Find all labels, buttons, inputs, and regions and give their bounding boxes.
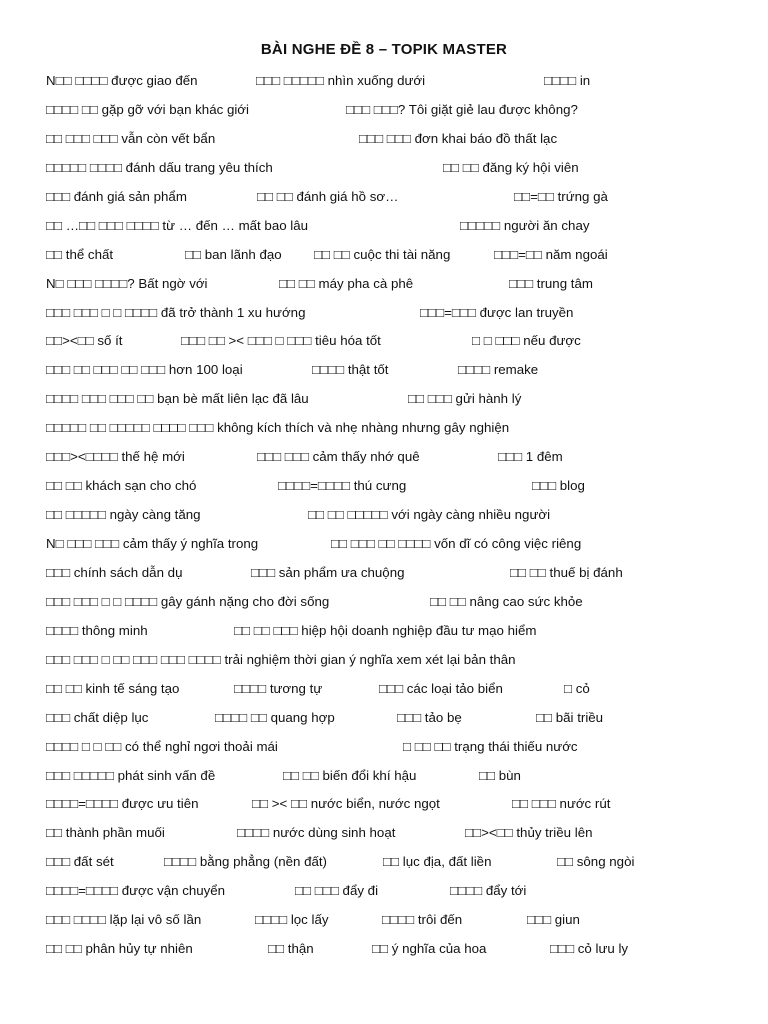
vocab-row bbox=[46, 70, 746, 99]
vocab-entry: □□ >< □□ nước biển, nước ngọt bbox=[252, 796, 440, 812]
vocab-entry: □□ □□□ □□□ vẫn còn vết bẩn bbox=[46, 130, 216, 146]
vocab-entry: □□ thể chất bbox=[46, 246, 114, 262]
vocab-row bbox=[46, 157, 746, 186]
vocab-entry: □□ □□ cuộc thi tài năng bbox=[314, 246, 451, 262]
vocab-entry: □□□□=□□□□ thú cưng bbox=[278, 478, 407, 494]
vocab-row bbox=[46, 359, 746, 388]
vocab-entry: □□□ giun bbox=[527, 912, 580, 928]
vocab-entry: □□□=□□□ được lan truyền bbox=[420, 304, 574, 320]
vocab-entry: □□□ blog bbox=[532, 478, 585, 494]
vocab-entry: □□□ trung tâm bbox=[509, 275, 593, 291]
vocab-entry: □□><□□ thủy triều lên bbox=[465, 825, 593, 841]
vocab-entry: □□□ các loại tảo biển bbox=[379, 680, 503, 696]
vocab-row bbox=[46, 938, 746, 967]
vocab-row bbox=[46, 446, 746, 475]
vocab-row bbox=[46, 533, 746, 562]
vocab-row bbox=[46, 793, 746, 822]
vocab-entry: □□□ □□ □□□ □□ □□□ hơn 100 loại bbox=[46, 362, 243, 378]
vocab-entry: □□□><□□□□ thế hệ mới bbox=[46, 449, 185, 465]
vocab-entry: □□ lục địa, đất liền bbox=[383, 854, 492, 870]
vocab-entry: □□ □□ phân hủy tự nhiên bbox=[46, 941, 193, 957]
vocab-entry: □□ sông ngòi bbox=[557, 854, 635, 870]
vocab-entry: □□□ sản phẩm ưa chuộng bbox=[251, 564, 405, 580]
vocab-entry: □□□ chất diệp lục bbox=[46, 709, 149, 725]
vocab-row bbox=[46, 591, 746, 620]
vocab-entry: □□ ý nghĩa của hoa bbox=[372, 941, 487, 957]
vocab-entry: □□□□□ □□ □□□□□ □□□□ □□□ không kích thích và nhẹ nhàng nhưng gây nghiện bbox=[46, 420, 510, 436]
vocab-entry: N□ □□□ □□□□? Bất ngờ với bbox=[46, 275, 208, 291]
vocab-entry: □□□ □□□□□ nhìn xuống dưới bbox=[256, 73, 426, 88]
vocab-entry: □□ □□ □□□ hiệp hội doanh nghiệp đầu tư mạo hiểm bbox=[234, 622, 537, 638]
vocab-entry: □□ □□□ nước rút bbox=[512, 796, 611, 812]
vocab-entry: □□ □□ biến đổi khí hậu bbox=[283, 767, 417, 783]
vocab-row bbox=[46, 880, 746, 909]
vocab-entry: □□ ban lãnh đạo bbox=[185, 246, 282, 262]
vocab-entry: □□□□ đẩy tới bbox=[450, 883, 527, 899]
vocab-entry: □□□ 1 đêm bbox=[498, 449, 563, 465]
vocab-row bbox=[46, 330, 746, 359]
vocab-entry: □□ □□ máy pha cà phê bbox=[279, 275, 414, 291]
vocab-entry: □□ □□□ đẩy đi bbox=[295, 883, 379, 899]
vocab-row bbox=[46, 475, 746, 504]
vocab-entry: □□ □□□□□ ngày càng tăng bbox=[46, 507, 201, 523]
vocab-entry: □□□□ □□ gặp gỡ với bạn khác giới bbox=[46, 101, 249, 117]
vocab-entry: □□□ □□□□ lặp lại vô số lần bbox=[46, 912, 202, 928]
vocab-row bbox=[46, 909, 746, 938]
vocab-entry: □□ bùn bbox=[479, 767, 521, 783]
vocab-row bbox=[46, 504, 746, 533]
vocab-entry: □□□□ nước dùng sinh hoạt bbox=[237, 825, 396, 841]
vocab-entry: □□□□ □ □ □□ có thể nghỉ ngơi thoải mái bbox=[46, 738, 278, 754]
vocab-row bbox=[46, 273, 746, 302]
vocab-entry: □□□□ in bbox=[544, 73, 591, 88]
vocab-row bbox=[46, 765, 746, 794]
vocab-entry: □□□□ tương tự bbox=[234, 680, 323, 696]
vocab-entry: □ □□ □□ trạng thái thiếu nước bbox=[403, 738, 578, 754]
vocab-entry: □□ □□□ gửi hành lý bbox=[408, 391, 522, 407]
vocab-entry: □□□ □□□ □ □ □□□□ gây gánh nặng cho đời sống bbox=[46, 593, 330, 609]
vocab-entry: N□ □□□ □□□ cảm thấy ý nghĩa trong bbox=[46, 536, 259, 551]
vocab-entry: □□□ cỏ lưu ly bbox=[550, 941, 629, 957]
vocab-entry: □□ thận bbox=[268, 941, 314, 957]
document-title: BÀI NGHE ĐỀ 8 – TOPIK MASTER bbox=[260, 41, 508, 58]
vocab-entry: □ cỏ bbox=[564, 680, 590, 696]
vocab-row bbox=[46, 186, 746, 215]
vocab-entry: □□□ □□□ □ □ □□□□ đã trở thành 1 xu hướng bbox=[46, 304, 306, 320]
vocab-entry: □□ …□□ □□□ □□□□ từ … đến … mất bao lâu bbox=[46, 217, 309, 233]
vocab-entry: □□□□=□□□□ được vận chuyển bbox=[46, 883, 226, 899]
vocab-entry: □□□ □□□ □ □□ □□□ □□□ □□□□ trải nghiệm thời gian ý nghĩa xem xét lại bản thân bbox=[46, 651, 516, 667]
vocab-row bbox=[46, 678, 746, 707]
vocab-entry: □□=□□ trứng gà bbox=[514, 188, 608, 204]
vocab-entry: □□□□ trôi đến bbox=[382, 912, 463, 928]
vocab-entry: □□ bãi triều bbox=[536, 709, 604, 725]
vocab-entry: □□ □□ đăng ký hội viên bbox=[443, 159, 579, 175]
vocab-entry: □□□=□□ năm ngoái bbox=[494, 246, 608, 262]
vocab-entry: □□□□ thông minh bbox=[46, 622, 148, 638]
vocab-entry: □□ □□ khách sạn cho chó bbox=[46, 478, 197, 494]
vocab-entry: □□□ □□□ đơn khai báo đồ thất lạc bbox=[359, 130, 558, 146]
vocab-entry: □□□□=□□□□ được ưu tiên bbox=[46, 796, 199, 812]
vocab-row bbox=[46, 620, 746, 649]
vocab-row bbox=[46, 649, 746, 678]
vocabulary-list bbox=[46, 70, 746, 967]
vocab-row bbox=[46, 388, 746, 417]
vocab-entry: □□□□ lọc lấy bbox=[255, 912, 329, 928]
vocab-entry: □□ □□ đánh giá hồ sơ… bbox=[257, 188, 399, 204]
vocab-entry: □□ □□ kinh tế sáng tạo bbox=[46, 680, 180, 696]
vocab-entry: □□ □□ nâng cao sức khỏe bbox=[430, 593, 583, 609]
vocab-entry: □□□□ bằng phẳng (nền đất) bbox=[164, 854, 327, 870]
vocab-entry: □□□ □□□ cảm thấy nhớ quê bbox=[257, 449, 420, 465]
vocab-row bbox=[46, 302, 746, 331]
vocab-row bbox=[46, 215, 746, 244]
vocab-row bbox=[46, 707, 746, 736]
vocab-entry: □□□ đất sét bbox=[46, 854, 114, 870]
vocab-entry: □□ □□ thuế bị đánh bbox=[510, 564, 623, 580]
vocab-entry: □□ □□ □□□□□ với ngày càng nhiều người bbox=[308, 507, 551, 523]
vocab-entry: □□□ □□□□□ phát sinh vấn đề bbox=[46, 767, 216, 783]
vocab-entry: □□□ □□□? Tôi giặt giẻ lau được không? bbox=[346, 101, 578, 117]
vocab-entry: □□□□ □□□ □□□ □□ bạn bè mất liên lạc đã lâu bbox=[46, 391, 309, 407]
vocab-row bbox=[46, 128, 746, 157]
vocab-entry: □□><□□ số ít bbox=[46, 333, 123, 349]
vocab-entry: □□□□□ □□□□ đánh dấu trang yêu thích bbox=[46, 159, 273, 175]
vocab-row bbox=[46, 562, 746, 591]
vocab-row bbox=[46, 417, 746, 446]
vocab-entry: □□□□ remake bbox=[458, 362, 539, 378]
vocab-row bbox=[46, 822, 746, 851]
vocab-entry: □□□□□ người ăn chay bbox=[460, 217, 590, 233]
vocab-entry: □□□ □□ >< □□□ □ □□□ tiêu hóa tốt bbox=[181, 333, 381, 349]
vocab-entry: □□□ đánh giá sản phẩm bbox=[46, 188, 187, 204]
vocab-entry: □□□ tảo bẹ bbox=[397, 709, 462, 725]
vocab-row bbox=[46, 244, 746, 273]
vocab-entry: □□ thành phần muối bbox=[46, 825, 165, 841]
vocab-entry: □□□□ thật tốt bbox=[312, 362, 389, 378]
vocab-entry: □□□ chính sách dẫn dụ bbox=[46, 564, 183, 580]
vocab-row bbox=[46, 736, 746, 765]
vocab-entry: N□□ □□□□ được giao đến bbox=[46, 73, 198, 88]
vocab-row bbox=[46, 851, 746, 880]
vocab-entry: □□ □□□ □□ □□□□ vốn dĩ có công việc riêng bbox=[331, 536, 582, 551]
vocab-entry: □ □ □□□ nếu được bbox=[472, 333, 581, 349]
vocab-row bbox=[46, 99, 746, 128]
vocab-entry: □□□□ □□ quang hợp bbox=[215, 709, 335, 725]
